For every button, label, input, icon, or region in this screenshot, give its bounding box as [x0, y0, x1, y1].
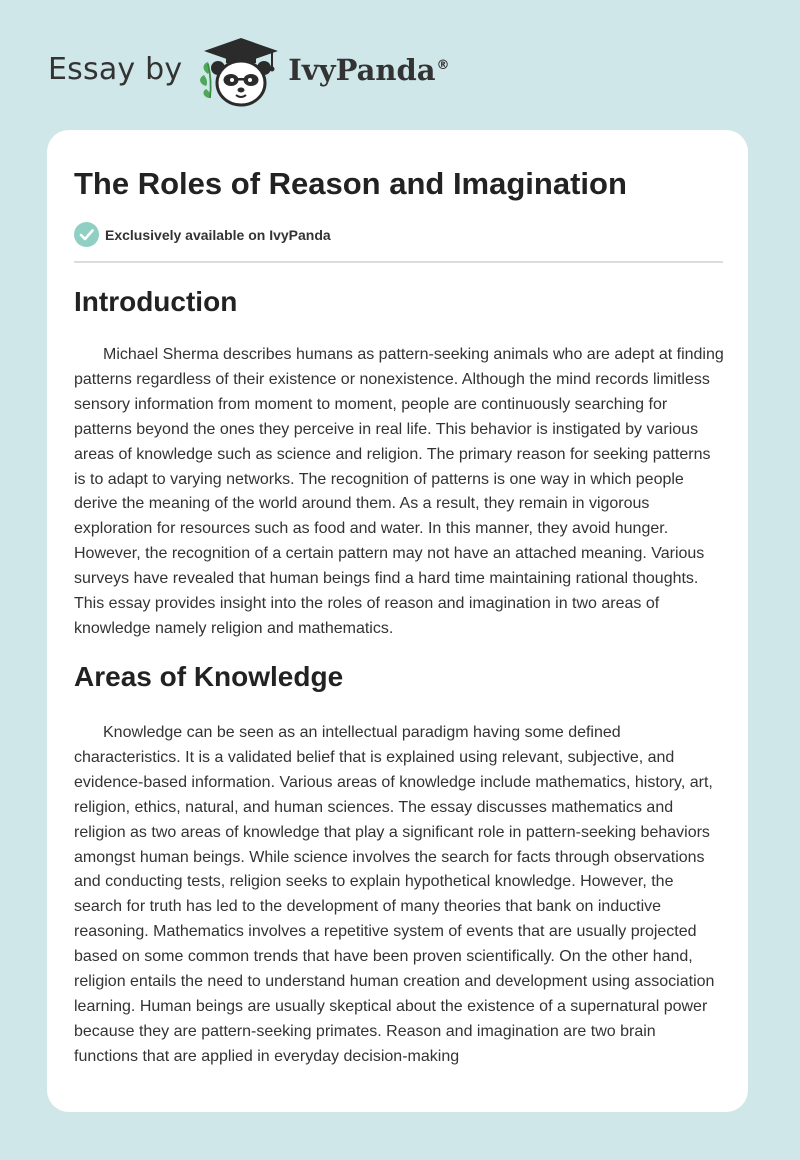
site-header — [48, 34, 450, 110]
brand-name-text: IvyPanda — [288, 53, 436, 87]
essay-card — [47, 130, 748, 1112]
section-paragraph-introduction: Michael Sherma describes humans as pattern-seeking animals who are adept at finding patterns regardless of their existence or nonexistence. Although the mind records limitless sensory information from moment to moment, people are continuously searching for patterns beyond the ones they perceive in real life. This behavior is instigated by various areas of knowledge such as science and religion. The primary reason for seeking patterns is to adapt to varying networks. The recognition of patterns is one way in which people derive the meaning of the world around them. As a result, they remain in vigorous exploration for resources such as food and water. In this manner, they avoid hunger. However, the recognition of a certain pattern may not have an attached meaning. Various surveys have revealed that human beings find a hard time maintaining rational thoughts. This essay provides insight into the roles of reason and imagination in two areas of knowledge namely religion and mathematics. — [74, 346, 724, 637]
check-circle-icon — [74, 222, 99, 247]
section-heading-areas-of-knowledge: Areas of Knowledge — [74, 661, 344, 692]
section-heading-introduction: Introduction — [74, 286, 238, 317]
title-divider — [74, 261, 723, 263]
panda-graduation-cap-icon — [196, 34, 286, 110]
exclusive-badge — [74, 222, 331, 247]
section-paragraph-areas-of-knowledge: Knowledge can be seen as an intellectual paradigm having some defined characteristics. It is a validated belief that is explained using relevant, subjective, and evidence-based information. Various areas of knowledge include mathematics, history, art, religion, ethics, natural, and human sciences. The essay discusses mathematics and religion as two areas of knowledge that play a significant role in pattern-seeking behaviors amongst human beings. While science involves the search for facts through observations and conducting tests, religion seeks to explain hypothetical knowledge. However, the search for truth has led to the development of many theories that bank on inductive reasoning. Mathematics involves a repetitive system of events that are usually projected based on some common trends that have been proven scientifically. On the other hand, religion entails the need to understand human creation and development using association learning. Human beings are usually skeptical about the existence of a supernatural power because they are pattern-seeking primates. Reason and imagination are two brain functions that are applied in everyday decision-making — [74, 724, 715, 1065]
ivypanda-logo-link[interactable] — [196, 34, 449, 110]
registered-mark: ® — [436, 58, 450, 74]
exclusive-badge-text: Exclusively available on IvyPanda — [105, 226, 331, 243]
brand-prefix: Essay by — [48, 51, 183, 87]
brand-name — [288, 53, 449, 87]
essay-title: The Roles of Reason and Imagination — [74, 166, 627, 201]
